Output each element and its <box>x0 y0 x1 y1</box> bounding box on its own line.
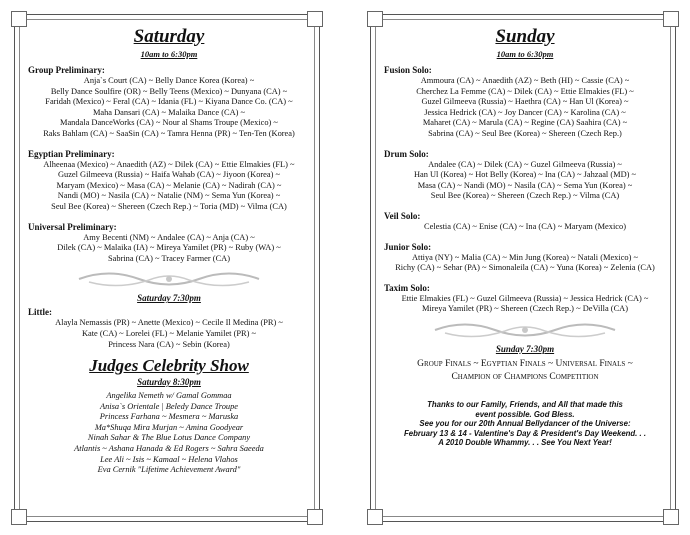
corner-ornament <box>11 11 27 27</box>
corner-ornament <box>663 11 679 27</box>
entry-line: Maha Dansari (CA) ~ Malaika Dance (CA) ~ <box>92 107 246 117</box>
entry-line: Maharet (CA) ~ Marula (CA) ~ Regine (CA) Saahira (CA) ~ <box>422 118 628 128</box>
sunday-panel <box>370 14 676 522</box>
section-entries <box>384 160 666 202</box>
entry-line: Seul Bee (Korea) ~ Shereen (Czech Rep.) ~ Toria (MD) ~ Vilma (CA) <box>51 201 287 211</box>
entry-line: Kate (CA) ~ Lorelei (FL) ~ Melanie Yamilet (PR) ~ <box>81 328 257 338</box>
entry-line: Sabrina (CA) ~ Tracey Farmer (CA) <box>108 253 230 263</box>
entry-line: Cherchez La Femme (CA) ~ Dilek (CA) ~ Ettie Elmakies (FL) ~ <box>416 86 634 96</box>
section-entries <box>384 294 666 315</box>
entry-line: Faridah (Mexico) ~ Feral (CA) ~ Idania (FL) ~ Kiyana Dance Co. (CA) ~ <box>45 97 293 107</box>
entry-line: Andalee (CA) ~ Dilek (CA) ~ Guzel Gilmeeva (Russia) ~ <box>428 159 622 169</box>
entry-line: Alheenaa (Mexico) ~ Anaedith (AZ) ~ Dilek (CA) ~ Ettie Elmakies (FL) ~ <box>43 159 295 169</box>
day-title: Sunday <box>495 26 555 47</box>
entry-line: Guzel Gilmeeva (Russia) ~ Haethra (CA) ~ Han Ul (Korea) ~ <box>421 97 629 107</box>
entry-line: Raks Bahlam (CA) ~ SaaSin (CA) ~ Tamra Henna (PR) ~ Ten-Ten (Korea) <box>43 128 295 138</box>
entry-line: Jessica Hedrick (CA) ~ Joy Dancer (CA) ~ Karolina (CA) ~ <box>424 107 626 117</box>
thanks-line: Thanks to our Family, Friends, and All that made this <box>427 399 623 409</box>
thanks-line: A 2010 Double Whammy. . . See You Next Year! <box>438 438 612 448</box>
scroll-ornament-divider <box>69 268 269 290</box>
judges-show-time: Saturday 8:30pm <box>137 377 201 388</box>
thanks-line: February 13 & 14 - Valentine's Day & President's Day Weekend. . . <box>403 428 647 438</box>
scroll-ornament-divider <box>425 319 625 341</box>
saturday-panel <box>14 14 320 522</box>
entry-line: Ammoura (CA) ~ Anaedith (AZ) ~ Beth (HI) ~ Cassie (CA) ~ <box>420 76 630 85</box>
entry-line: Maryam (Mexico) ~ Masa (CA) ~ Melanie (CA) ~ Nadirah (CA) ~ <box>56 180 282 190</box>
performer-line: Ma*Shuqa Mira Murjan ~ Amina Goodyear <box>94 422 244 432</box>
entry-line: Anja`s Court (CA) ~ Belly Dance Korea (Korea) ~ <box>83 76 255 85</box>
entry-line: Amy Becenti (NM) ~ Andalee (CA) ~ Anja (CA) ~ <box>83 232 255 242</box>
day-time: 10am to 6:30pm <box>140 49 198 59</box>
section-entries <box>28 76 310 140</box>
section-heading: Group Preliminary: <box>28 65 105 75</box>
corner-ornament <box>307 11 323 27</box>
section-heading: Junior Solo: <box>384 241 432 252</box>
day-title: Saturday <box>133 26 205 47</box>
section-entries <box>384 253 666 274</box>
entry-line: Han Ul (Korea) ~ Hot Belly (Korea) ~ Ina (CA) ~ Jahzaal (MD) ~ <box>413 170 637 180</box>
evening-time: Sunday 7:30pm <box>495 343 555 354</box>
entry-line: Mireya Yamilet (PR) ~ Shereen (Czech Rep.) ~ DeVilla (CA) <box>421 304 629 314</box>
evening-time: Saturday 7:30pm <box>137 293 201 304</box>
entry-line: Ettie Elmakies (FL) ~ Guzel Gilmeeva (Russia) ~ Jessica Hedrick (CA) ~ <box>401 293 649 303</box>
thank-you-note <box>384 400 666 448</box>
section-entries <box>28 233 310 265</box>
section-entries <box>28 160 310 213</box>
thanks-line: See you for our 20th Annual Bellydancer of the Universe: <box>419 419 631 429</box>
section-entries <box>384 222 666 233</box>
corner-ornament <box>367 11 383 27</box>
performer-line: Eva Cernik "Lifetime Achievement Award" <box>97 465 241 475</box>
entry-line: Alayla Nemassis (PR) ~ Anette (Mexico) ~ Cecile Il Medina (PR) ~ <box>55 318 283 328</box>
saturday-content <box>28 26 310 514</box>
performer-line: Angelika Nemeth w/ Gamal Gommaa <box>106 391 232 401</box>
performer-line: Lee Ali ~ Isis ~ Kamaal ~ Helena Vlahos <box>100 454 238 464</box>
entry-line: Dilek (CA) ~ Malaika (IA) ~ Mireya Yamilet (PR) ~ Ruby (WA) ~ <box>57 243 281 253</box>
section-heading: Fusion Solo: <box>384 65 432 75</box>
entry-line: Seul Bee (Korea) ~ Shereen (Czech Rep.) ~ Vilma (CA) <box>430 191 620 201</box>
entry-line: Attiya (NY) ~ Malia (CA) ~ Min Jung (Korea) ~ Natali (Mexico) ~ <box>411 252 639 262</box>
entry-line: Guzel Gilmeeva (Russia) ~ Haifa Wahab (CA) ~ Jiyoon (Korea) ~ <box>57 170 281 180</box>
section-heading: Drum Solo: <box>384 148 429 159</box>
entry-line: Masa (CA) ~ Nandi (MO) ~ Nasila (CA) ~ Sema Yun (Korea) ~ <box>417 180 633 190</box>
finals-list <box>384 358 666 384</box>
performer-line: Ninah Sahar & The Blue Lotus Dance Company <box>87 433 251 443</box>
entry-line: Belly Dance Soulfire (OR) ~ Belly Teens (Mexico) ~ Dunyana (CA) ~ <box>50 86 288 96</box>
section-heading: Universal Preliminary: <box>28 221 117 232</box>
day-time: 10am to 6:30pm <box>496 49 554 59</box>
section-heading: Veil Solo: <box>384 210 421 221</box>
entry-line: Richy (CA) ~ Sehar (PA) ~ Simonaleila (CA) ~ Yuna (Korea) ~ Zelenia (CA) <box>395 263 655 273</box>
section-entries <box>28 318 310 350</box>
entry-line: Princess Nara (CA) ~ Sebin (Korea) <box>108 339 230 349</box>
corner-ornament <box>11 509 27 525</box>
sunday-content <box>384 26 666 514</box>
judges-show-title: Judges Celebrity Show <box>89 356 249 376</box>
thanks-line: event possible. God Bless. <box>475 409 575 419</box>
section-heading: Little: <box>28 307 52 318</box>
entry-line: Sabrina (CA) ~ Seul Bee (Korea) ~ Shereen (Czech Rep.) <box>428 128 622 138</box>
finals-line: Group Finals ~ Egyptian Finals ~ Universal Finals ~ <box>417 358 633 369</box>
finals-line: Champion of Champions Competition <box>451 371 599 382</box>
entry-line: Mandala DanceWorks (CA) ~ Nour al Shams Troupe (Mexico) ~ <box>60 118 278 128</box>
entry-line: Nandi (MO) ~ Nasila (CA) ~ Natalie (NM) ~ Sema Yun (Korea) ~ <box>57 191 281 201</box>
performer-line: Atlantis ~ Ashana Hanada & Ed Rogers ~ Sahra Saeeda <box>74 444 264 454</box>
corner-ornament <box>367 509 383 525</box>
section-entries <box>384 76 666 140</box>
section-heading: Egyptian Preliminary: <box>28 148 115 159</box>
entry-line: Celestia (CA) ~ Enise (CA) ~ Ina (CA) ~ Maryam (Mexico) <box>424 221 626 231</box>
performer-line: Anisa`s Orientale | Beledy Dance Troupe <box>99 401 239 411</box>
performer-line: Princess Farhana ~ Mesmera ~ Maruska <box>99 412 239 422</box>
judges-lineup <box>28 391 310 476</box>
section-heading: Taxim Solo: <box>384 282 430 293</box>
